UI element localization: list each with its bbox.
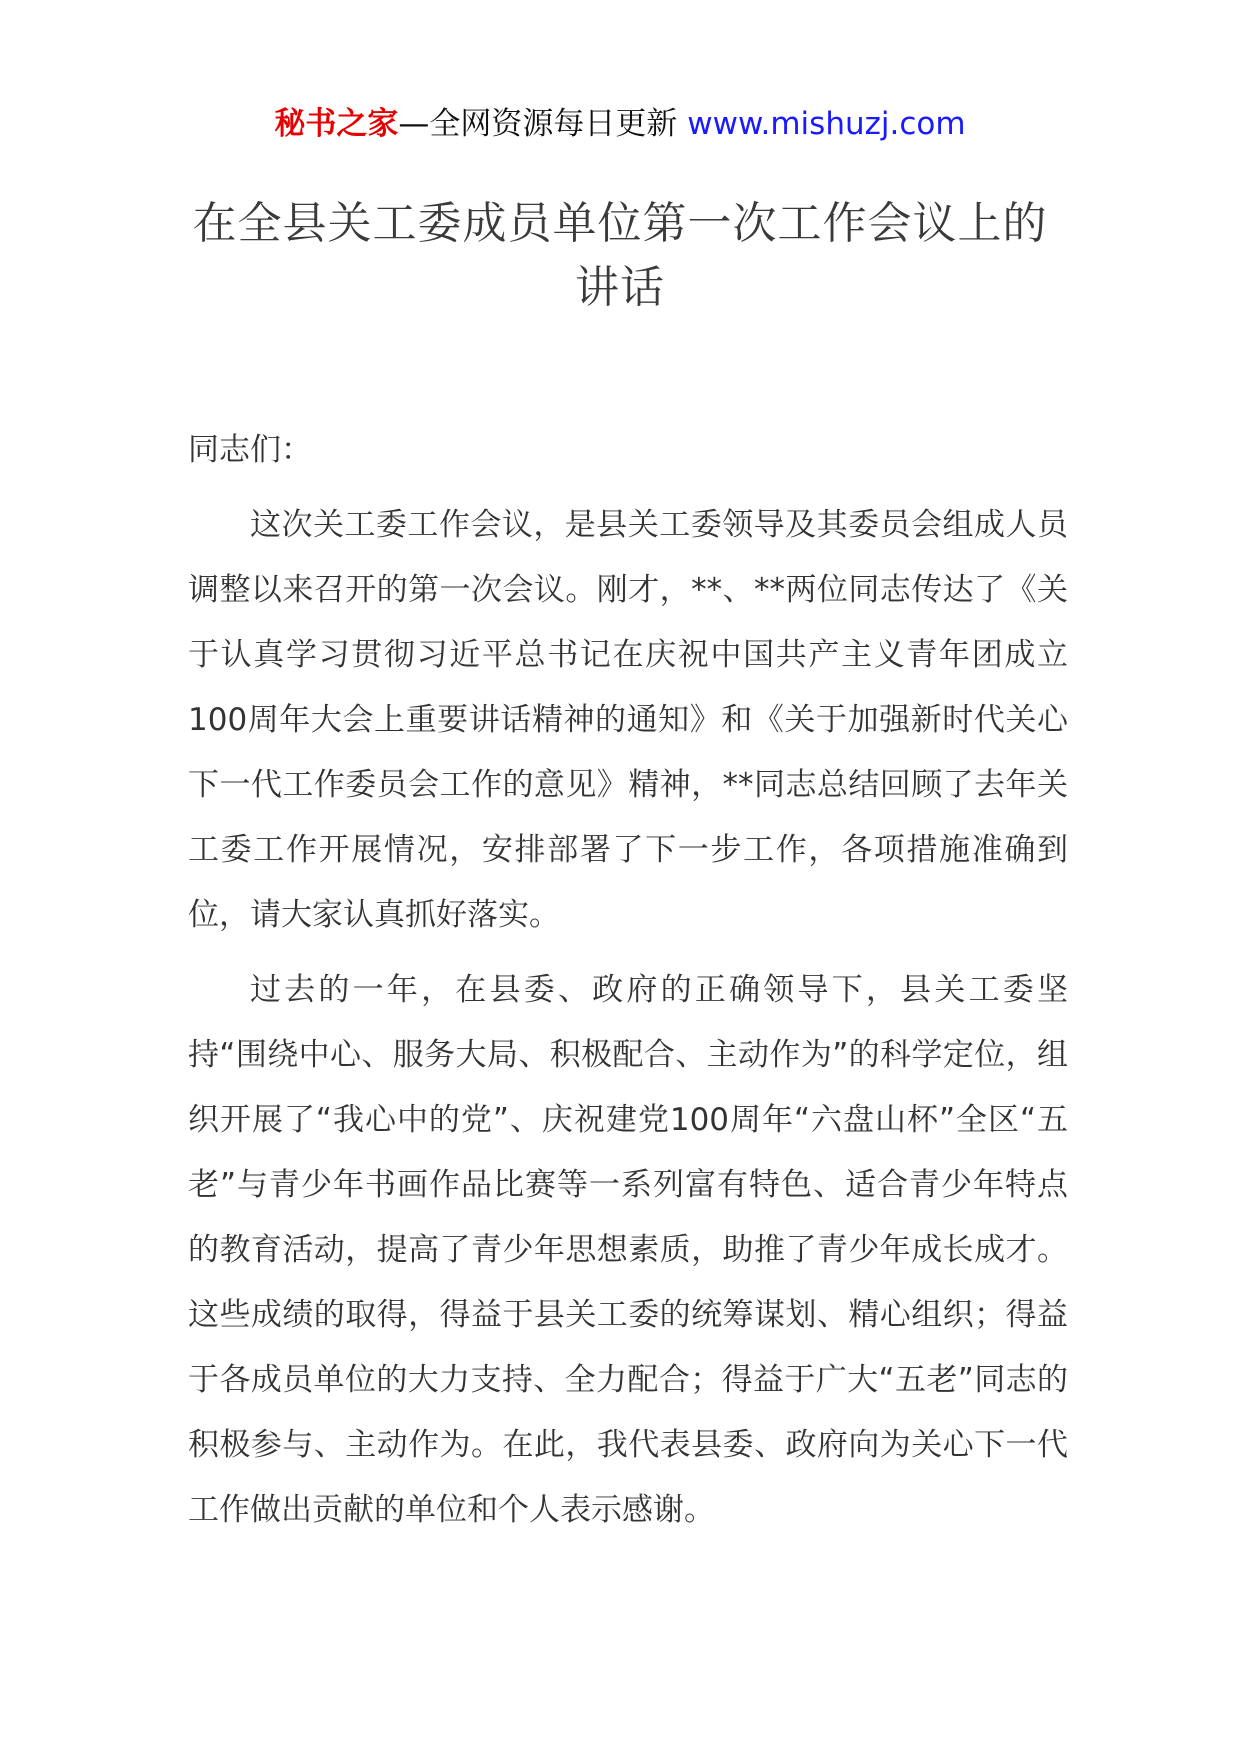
site-url-link[interactable]: www.mishuzj.com	[687, 106, 966, 142]
body-paragraph: 过去的一年，在县委、政府的正确领导下，县关工委坚持“围绕中心、服务大局、积极配合、主动作为”的科学定位，组织开展了“我心中的党”、庆祝建党100周年“六盘山杯”全区“五老”与青少年书画作品比赛等一系列富有特色、适合青少年特点的教育活动，提高了青少年思想素质，助推了青少年成长成才。这些成绩的取得，得益于县关工委的统筹谋划、精心组织；得益于各成员单位的大力支持、全力配合；得益于广大“五老”同志的积极参与、主动作为。在此，我代表县委、政府向为关心下一代工作做出贡献的单位和个人表示感谢。	[188, 972, 1068, 1528]
body-paragraph: 这次关工委工作会议，是县关工委领导及其委员会组成人员调整以来召开的第一次会议。刚才，**、**两位同志传达了《关于认真学习贯彻习近平总书记在庆祝中国共产主义青年团成立100周年大会上重要讲话精神的通知》和《关于加强新时代关心下一代工作委员会工作的意见》精神，**同志总结回顾了去年关工委工作开展情况，安排部署了下一步工作，各项措施准确到位，请大家认真抓好落实。	[188, 507, 1068, 933]
brand-name: 秘书之家	[274, 106, 399, 142]
site-header	[0, 102, 1240, 146]
salutation: 同志们：	[188, 432, 312, 468]
document-body	[188, 418, 1068, 1553]
document-title: 在全县关工委成员单位第一次工作会议上的讲话	[192, 198, 1048, 313]
site-tagline: —全网资源每日更新	[398, 106, 688, 142]
